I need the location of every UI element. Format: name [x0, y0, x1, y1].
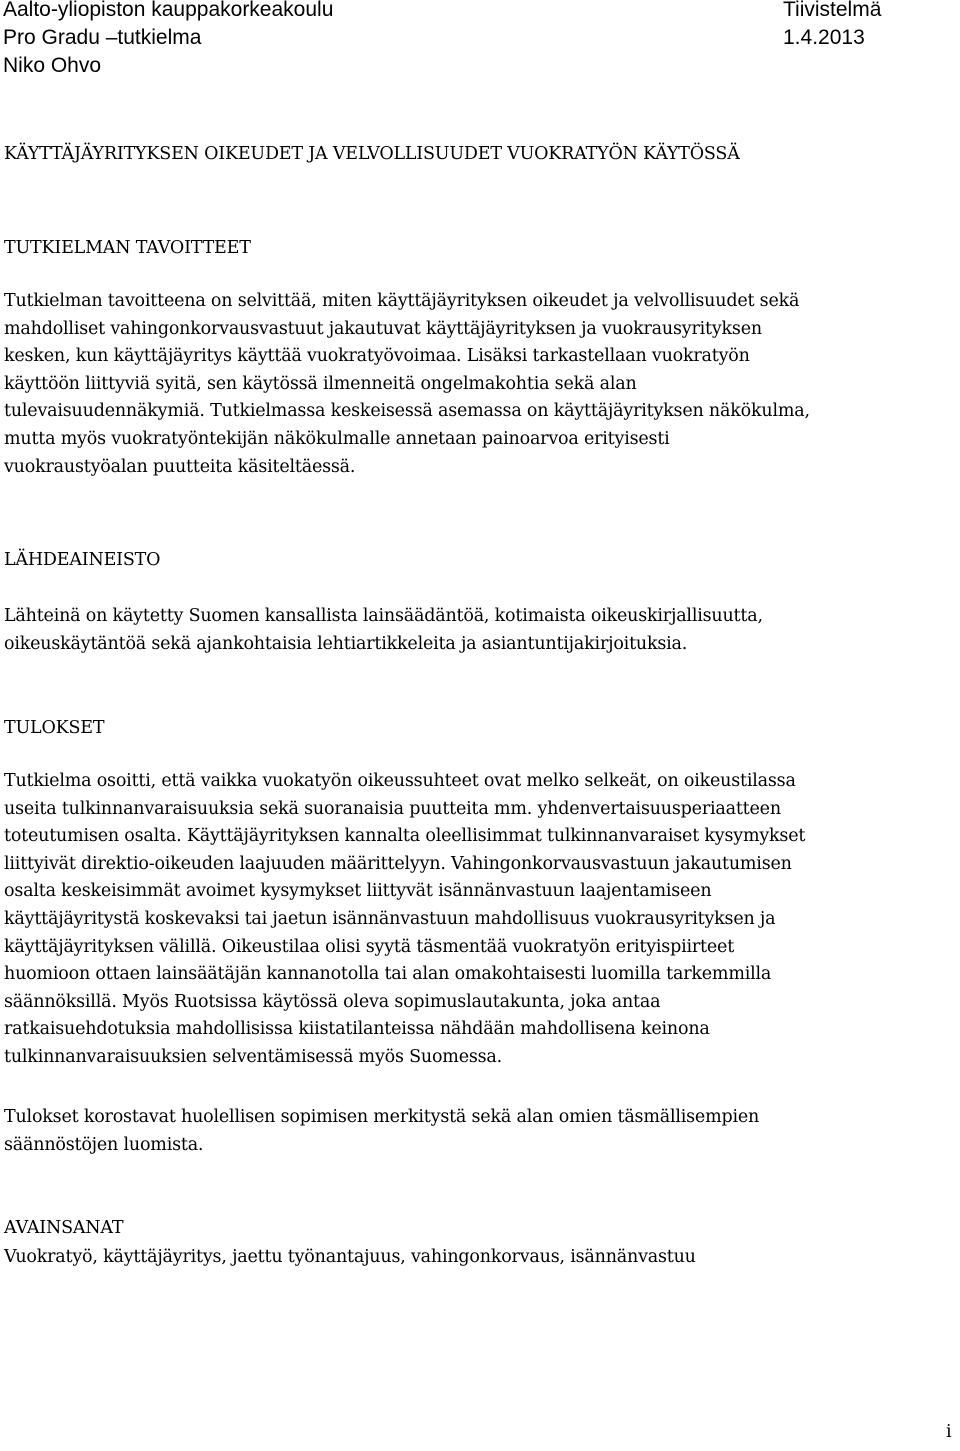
- paragraph-line: Tutkielma osoitti, että vaikka vuokatyön oikeussuhteet ovat melko selkeät, on oikeustilassa: [4, 771, 796, 791]
- paragraph-line: käyttäjäyrityksen välillä. Oikeustilaa olisi syytä täsmentää vuokratyön erityispiirteet: [4, 936, 735, 957]
- paragraph-line: Lähteinä on käytetty Suomen kansallista lainsäädäntöä, kotimaista oikeuskirjallisuutta,: [4, 606, 763, 626]
- paragraph-line: osalta keskeisimmät avoimet kysymykset liittyvät isännänvastuun laajentamiseen: [4, 881, 712, 902]
- paragraph-line: mutta myös vuokratyöntekijän näkökulmalle annetaan painoarvoa erityisesti: [4, 428, 670, 449]
- paragraph-line: liittyivät direktio-oikeuden laajuuden määrittelyyn. Vahingonkorvausvastuun jakautumisen: [4, 853, 792, 874]
- paragraph-line: huomioon ottaen lainsäätäjän kannanotolla tai alan omakohtaisesti luomilla tarkemmilla: [4, 964, 772, 985]
- page-number: i: [946, 1422, 952, 1442]
- document-type: Tiivistelmä: [783, 0, 882, 21]
- document-title: KÄYTTÄJÄYRITYKSEN OIKEUDET JA VELVOLLISUUDET VUOKRATYÖN KÄYTÖSSÄ: [4, 144, 740, 164]
- paragraph-line: vuokraustyöalan puutteita käsiteltäessä.: [4, 456, 356, 477]
- paragraph-line: käyttäjäyritystä koskevaksi tai jaetun isännänvastuun mahdollisuus vuokrausyrityksen ja: [4, 908, 776, 929]
- section-heading-sources: LÄHDEAINEISTO: [4, 550, 161, 570]
- paragraph-line: toteutumisen osalta. Käyttäjäyrityksen kannalta oleellisimmat tulkinnanvaraiset kysymykset: [4, 826, 806, 847]
- author-name: Niko Ohvo: [3, 54, 102, 77]
- sources-paragraph: [4, 603, 954, 658]
- thesis-type: Pro Gradu –tutkielma: [3, 26, 202, 49]
- paragraph-line: oikeuskäytäntöä sekä ajankohtaisia lehtiartikkeleita ja asiantuntijakirjoituksia.: [4, 633, 688, 654]
- paragraph-line: Tulokset korostavat huolellisen sopimisen merkitystä sekä alan omien täsmällisempien: [4, 1107, 760, 1127]
- document-date: 1.4.2013: [783, 26, 865, 49]
- paragraph-line: tulkinnanvaraisuuksien selventämisessä myös Suomessa.: [4, 1046, 503, 1067]
- results-paragraph: [4, 768, 954, 1072]
- section-heading-goals: TUTKIELMAN TAVOITTEET: [4, 238, 251, 258]
- section-heading-keywords: AVAINSANAT: [4, 1218, 124, 1238]
- goals-paragraph: [4, 288, 954, 481]
- paragraph-line: ratkaisuehdotuksia mahdollisissa kiistatilanteissa nähdään mahdollisena keinona: [4, 1019, 710, 1040]
- paragraph-line: Tutkielman tavoitteena on selvittää, miten käyttäjäyrityksen oikeudet ja velvollisuudet sekä: [4, 291, 800, 311]
- paragraph-line: kesken, kun käyttäjäyritys käyttää vuokratyövoimaa. Lisäksi tarkastellaan vuokratyön: [4, 346, 750, 367]
- paragraph-line: useita tulkinnanvaraisuuksia sekä suoranaisia puutteita mm. yhdenvertaisuusperiaatteen: [4, 798, 781, 819]
- section-heading-results: TULOKSET: [4, 718, 105, 738]
- paragraph-line: säännöstöjen luomista.: [4, 1134, 204, 1155]
- paragraph-line: mahdolliset vahingonkorvausvastuut jakautuvat käyttäjäyrityksen ja vuokrausyrityksen: [4, 318, 762, 339]
- school-name: Aalto-yliopiston kauppakorkeakoulu: [3, 0, 334, 21]
- paragraph-line: tulevaisuudennäkymiä. Tutkielmassa keskeisessä asemassa on käyttäjäyrityksen näkökulma,: [4, 401, 810, 422]
- results-paragraph-2: [4, 1104, 954, 1159]
- keywords-text: Vuokratyö, käyttäjäyritys, jaettu työnantajuus, vahingonkorvaus, isännänvastuu: [4, 1247, 696, 1267]
- paragraph-line: käyttöön liittyviä syitä, sen käytössä ilmenneitä ongelmakohtia sekä alan: [4, 373, 637, 394]
- paragraph-line: säännöksillä. Myös Ruotsissa käytössä oleva sopimuslautakunta, joka antaa: [4, 991, 661, 1012]
